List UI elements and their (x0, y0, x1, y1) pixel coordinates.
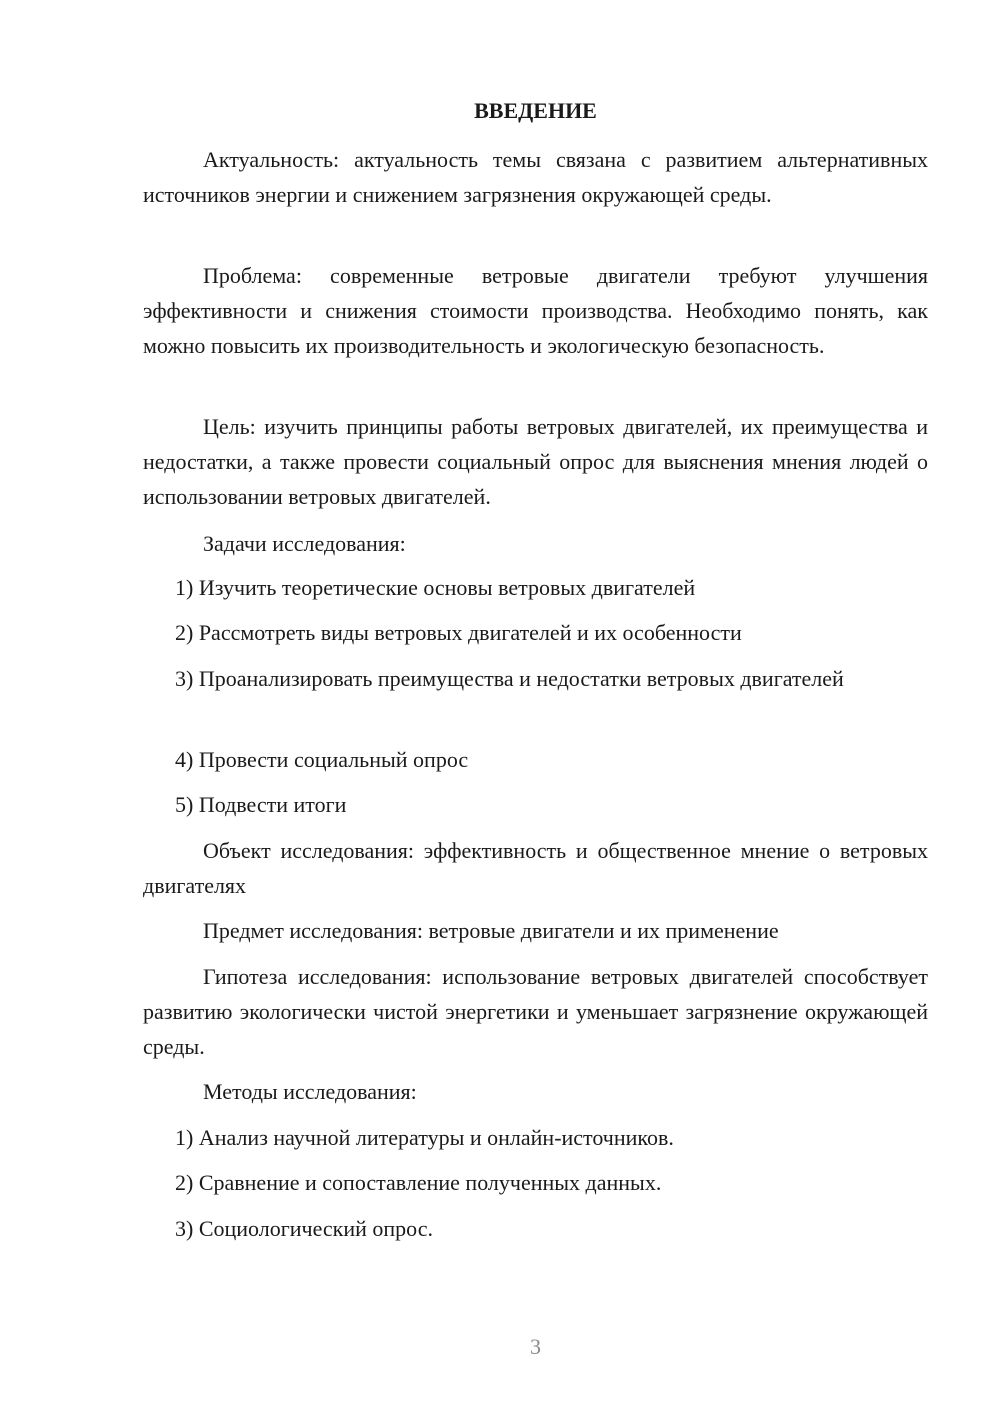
paragraph-subject: Предмет исследования: ветровые двигатели и их применение (203, 918, 779, 943)
method-item-3: 3) Социологический опрос. (175, 1216, 433, 1241)
method-item-1: 1) Анализ научной литературы и онлайн-источников. (175, 1125, 674, 1150)
document-page (143, 0, 928, 1414)
section-title: ВВЕДЕНИЕ (474, 98, 597, 123)
tasks-heading: Задачи исследования: (203, 531, 406, 556)
task-item-1: 1) Изучить теоретические основы ветровых двигателей (175, 575, 696, 600)
task-item-5: 5) Подвести итоги (175, 792, 347, 817)
paragraph-relevance: Актуальность: актуальность темы связана с развитием альтернативных источников энергии и снижением загрязнения окружающей среды. (143, 147, 928, 207)
paragraph-hypothesis: Гипотеза исследования: использование ветровых двигателей способствует развитию экологически чистой энергетики и уменьшает загрязнение окружающей среды. (143, 964, 928, 1059)
task-item-2: 2) Рассмотреть виды ветровых двигателей и их особенности (175, 620, 742, 645)
methods-heading: Методы исследования: (203, 1079, 417, 1104)
task-item-4: 4) Провести социальный опрос (175, 747, 469, 772)
method-item-2: 2) Сравнение и сопоставление полученных данных. (175, 1170, 662, 1195)
paragraph-goal: Цель: изучить принципы работы ветровых двигателей, их преимущества и недостатки, а также провести социальный опрос для выяснения мнения людей о использовании ветровых двигателей. (143, 414, 928, 509)
paragraph-object: Объект исследования: эффективность и общественное мнение о ветровых двигателях (143, 838, 928, 898)
paragraph-problem: Проблема: современные ветровые двигатели требуют улучшения эффективности и снижения стоимости производства. Необходимо понять, как можно повысить их производительность и экологическую безопасность. (143, 263, 928, 358)
task-item-3: 3) Проанализировать преимущества и недостатки ветровых двигателей (175, 666, 844, 691)
page-number: 3 (530, 1334, 541, 1359)
